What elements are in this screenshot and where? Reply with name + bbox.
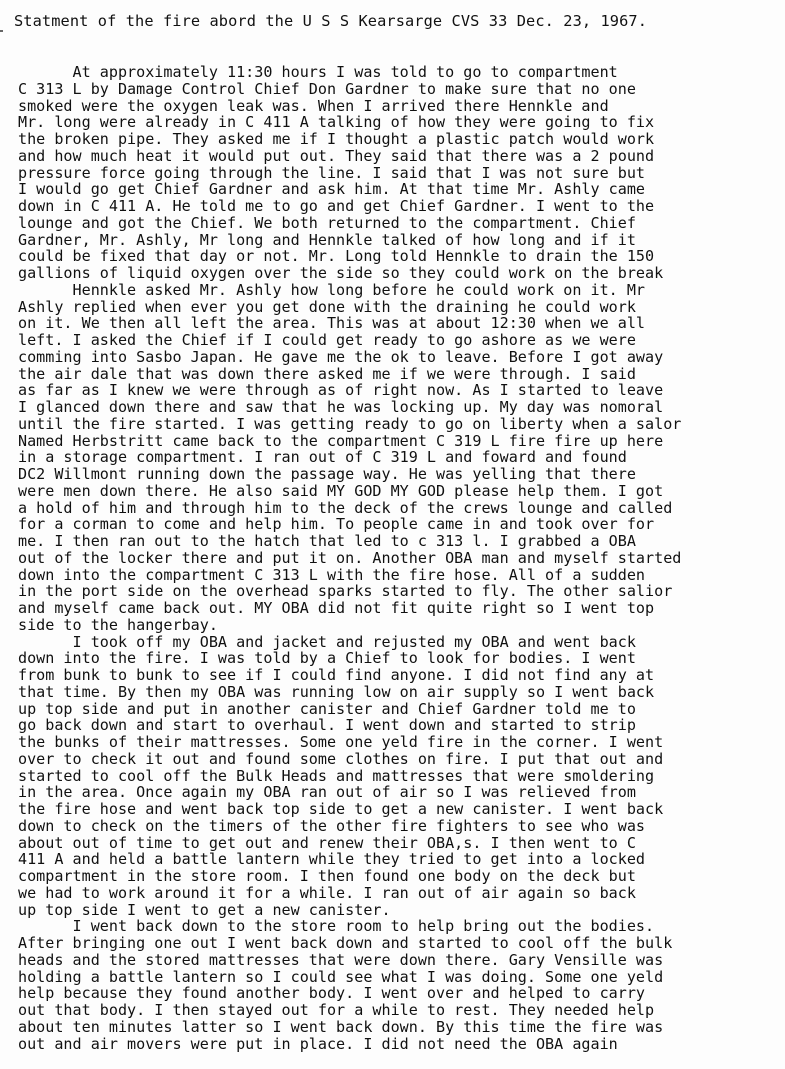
text-line: C 313 L by Damage Control Chief Don Gardner to make sure that no one xyxy=(18,79,636,98)
text-line: and myself came back out. MY OBA did not fit quite right so I went top xyxy=(18,599,655,617)
text-line: in the area. Once again my OBA ran out of air so I was relieved from xyxy=(18,783,636,802)
text-line: down to check on the timers of the other fire fighters to see who was xyxy=(18,816,646,835)
text-line: smoked were the oxygen leak was. When I arrived there Hennkle and xyxy=(18,96,609,115)
text-line: we had to work around it for a while. I ran out of air again so back xyxy=(18,883,636,902)
text-line: over to check it out and found some clothes on fire. I put that out and xyxy=(18,749,664,768)
text-line: the air dale that was down there asked me if we were through. I said xyxy=(18,364,636,383)
text-line: up top side and put in another canister and Chief Gardner told me to xyxy=(18,699,636,718)
text-line: and how much heat it would put out. They said that there was a 2 pound xyxy=(18,146,655,165)
text-line: down in C 411 A. He told me to go and get Chief Gardner. I went to the xyxy=(18,197,655,215)
text-line: After bringing one out I went back down and started to cool off the bulk xyxy=(18,934,673,952)
text-line: from bunk to bunk to see if I could find anyone. I did not find any at xyxy=(18,666,655,684)
text-line: I glanced down there and saw that he was locking up. My day was nomoral xyxy=(18,398,664,416)
text-line: for a corman to come and help him. To people came in and took over for xyxy=(18,515,655,534)
text-line: Gardner, Mr. Ashly, Mr long and Hennkle talked of how long and if it xyxy=(18,230,636,249)
text-line: up top side I went to get a new canister. xyxy=(18,900,391,919)
text-line: left. I asked the Chief if I could get ready to go ashore as we were xyxy=(18,331,636,349)
text-line: out and air movers were put in place. I did not need the OBA again xyxy=(18,1034,618,1053)
text-line: until the fire started. I was getting ready to go on liberty when a salor xyxy=(18,414,682,433)
text-line: about ten minutes latter so I went back down. By this time the fire was xyxy=(18,1017,664,1036)
text-line: Named Herbstritt came back to the compartment C 319 L fire fire up here xyxy=(18,431,664,450)
text-line: compartment in the store room. I then found one body on the deck but xyxy=(18,867,636,885)
text-line: down into the fire. I was told by a Chief to look for bodies. I went xyxy=(18,649,636,668)
text-line: side to the hangerbay. xyxy=(18,615,218,634)
text-line: could be fixed that day or not. Mr. Long told Hennkle to drain the 150 xyxy=(18,247,655,266)
text-line: the broken pipe. They asked me if I thought a plastic patch would work xyxy=(18,130,655,148)
document-title: Statment of the fire abord the U S S Kearsarge CVS 33 Dec. 23, 1967. xyxy=(14,12,648,30)
text-line: heads and the stored mattresses that were down there. Gary Vensille was xyxy=(18,950,664,969)
text-line: out of the locker there and put it on. Another OBA man and myself started xyxy=(18,548,682,567)
text-line: started to cool off the Bulk Heads and mattresses that were smoldering xyxy=(18,766,655,785)
text-line: on it. We then all left the area. This was at about 12:30 when we all xyxy=(18,314,646,333)
text-line: me. I then ran out to the hatch that led to c 313 l. I grabbed a OBA xyxy=(18,532,636,550)
text-line: in a storage compartment. I ran out of C 319 L and foward and found xyxy=(18,448,627,467)
text-line: comming into Sasbo Japan. He gave me the ok to leave. Before I got away xyxy=(18,347,664,366)
text-line: DC2 Willmont running down the passage way. He was yelling that there xyxy=(18,465,636,483)
margin-mark xyxy=(0,30,3,32)
text-line: down into the compartment C 313 L with the fire hose. All of a sudden xyxy=(18,565,646,584)
text-line: At approximately 11:30 hours I was told to go to compartment xyxy=(18,63,618,81)
text-line: the bunks of their mattresses. Some one yeld fire in the corner. I went xyxy=(18,733,664,751)
text-line: a hold of him and through him to the deck of the crews lounge and called xyxy=(18,498,673,517)
text-line: in the port side on the overhead sparks started to fly. The other salior xyxy=(18,582,673,601)
text-line: out that body. I then stayed out for a while to rest. They needed help xyxy=(18,1001,655,1019)
text-line: gallions of liquid oxygen over the side so they could work on the break xyxy=(18,264,664,282)
text-line: were men down there. He also said MY GOD MY GOD please help them. I got xyxy=(18,481,664,500)
text-line: lounge and got the Chief. We both returned to the compartment. Chief xyxy=(18,213,636,232)
text-line: as far as I knew we were through as of right now. As I started to leave xyxy=(18,381,664,400)
text-line: Mr. long were already in C 411 A talking of how they were going to fix xyxy=(18,113,655,132)
text-line: I took off my OBA and jacket and rejusted my OBA and went back xyxy=(18,632,636,651)
text-line: 411 A and held a battle lantern while they tried to get into a locked xyxy=(18,850,646,869)
text-line: Hennkle asked Mr. Ashly how long before he could work on it. Mr xyxy=(18,280,646,299)
text-line: that time. By then my OBA was running low on air supply so I went back xyxy=(18,682,655,701)
text-line: about out of time to get out and renew their OBA,s. I then went to C xyxy=(18,833,636,852)
text-line: go back down and start to overhaul. I went down and started to strip xyxy=(18,716,636,735)
text-line: I would go get Chief Gardner and ask him. At that time Mr. Ashly came xyxy=(18,180,646,199)
text-line: I went back down to the store room to help bring out the bodies. xyxy=(18,917,655,936)
text-line: help because they found another body. I went over and helped to carry xyxy=(18,984,646,1003)
text-line: Ashly replied when ever you get done with the draining he could work xyxy=(18,297,636,316)
statement-body xyxy=(18,64,778,1052)
text-line: the fire hose and went back top side to get a new canister. I went back xyxy=(18,800,664,818)
text-line: holding a battle lantern so I could see what I was doing. Some one yeld xyxy=(18,967,664,986)
text-line: pressure force going through the line. I said that I was not sure but xyxy=(18,163,646,182)
